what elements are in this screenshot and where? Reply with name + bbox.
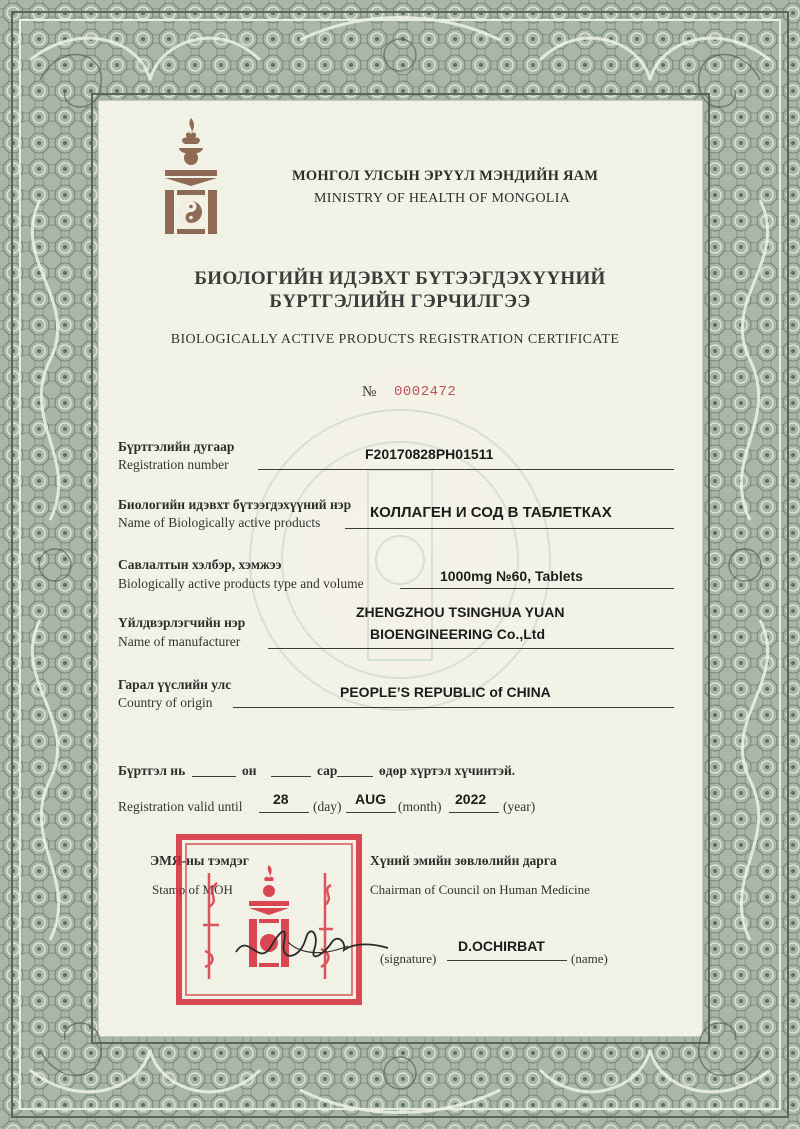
chairman-title-en: Chairman of Council on Human Medicine [370, 882, 590, 897]
signature-scribble [228, 912, 398, 978]
origin-label-en: Country of origin [118, 695, 213, 710]
signature-label: (signature) [380, 951, 437, 966]
registration-underline [258, 469, 674, 470]
validity-year-underline [449, 812, 499, 813]
manufacturer-underline [268, 648, 674, 649]
certificate-title-mn-line2: БҮРТГЭЛИЙН ГЭРЧИЛГЭЭ [269, 291, 531, 312]
product-name-value: КОЛЛАГЕН И СОД В ТАБЛЕТКАХ [370, 504, 612, 521]
validity-suffix-mn: өдөр хүртэл хүчинтэй. [379, 763, 516, 778]
validity-prefix-en: Registration valid until [118, 799, 243, 814]
type-volume-underline [400, 588, 674, 589]
chairman-name-underline [447, 960, 567, 961]
registration-number-value: F20170828PH01511 [365, 446, 494, 462]
ministry-name-en: MINISTRY OF HEALTH OF MONGOLIA [314, 191, 571, 206]
ministry-name-mn: МОНГОЛ УЛСЫН ЭРҮҮЛ МЭНДИЙН ЯАМ [292, 168, 599, 184]
type-volume-label-en: Biologically active products type and volume [118, 576, 364, 591]
product-name-label-mn: Биологийн идэвхт бүтээгдэхүүний нэр [118, 497, 352, 512]
validity-day-value: 28 [273, 791, 289, 807]
validity-year-blank [192, 776, 236, 777]
stamp-label-en: Stamp of MOH [152, 882, 233, 897]
certificate-number: 0002472 [394, 384, 457, 400]
validity-day-blank [337, 776, 373, 777]
validity-day-label: (day) [313, 799, 342, 814]
validity-day-underline [259, 812, 309, 813]
type-volume-label-mn: Савлалтын хэлбэр, хэмжээ [118, 557, 282, 572]
origin-label-mn: Гарал үүслийн улс [118, 677, 232, 692]
chairman-name-value: D.OCHIRBAT [458, 938, 545, 954]
manufacturer-label-en: Name of manufacturer [118, 634, 241, 649]
product-name-underline [345, 528, 674, 529]
registration-label-en: Registration number [118, 457, 229, 472]
soyombo-emblem-icon [160, 116, 222, 238]
validity-month-underline [346, 812, 396, 813]
origin-value: PEOPLE’S REPUBLIC of CHINA [340, 684, 551, 700]
validity-month-label: (month) [398, 799, 442, 814]
validity-month-blank [271, 776, 311, 777]
manufacturer-value-line2: BIOENGINEERING Co.,Ltd [370, 626, 545, 642]
number-sign: № [362, 384, 377, 400]
chairman-title-mn: Хүний эмийн зөвлөлийн дарга [370, 853, 557, 868]
certificate-title-en: BIOLOGICALLY ACTIVE PRODUCTS REGISTRATION CERTIFICATE [170, 332, 620, 347]
type-volume-value: 1000mg №60, Tablets [440, 568, 583, 584]
registration-label-mn: Бүртгэлийн дугаар [118, 439, 235, 454]
product-name-label-en: Name of Biologically active products [118, 515, 321, 530]
validity-prefix-mn: Бүртгэл нь [118, 763, 186, 778]
validity-month-value: AUG [355, 791, 387, 807]
validity-year-label: (year) [503, 799, 536, 814]
stamp-label-mn: ЭМЯ-ны тэмдэг [150, 853, 249, 868]
validity-year-value: 2022 [455, 791, 487, 807]
validity-month-mn: сар [317, 763, 338, 778]
manufacturer-label-mn: Үйлдвэрлэгчийн нэр [118, 615, 246, 630]
name-label: (name) [571, 951, 608, 966]
manufacturer-value-line1: ZHENGZHOU TSINGHUA YUAN [356, 604, 565, 620]
certificate-title-mn-line1: БИОЛОГИЙН ИДЭВХТ БҮТЭЭГДЭХҮҮНИЙ [194, 268, 606, 289]
origin-underline [233, 707, 674, 708]
validity-year-mn: он [242, 763, 257, 778]
